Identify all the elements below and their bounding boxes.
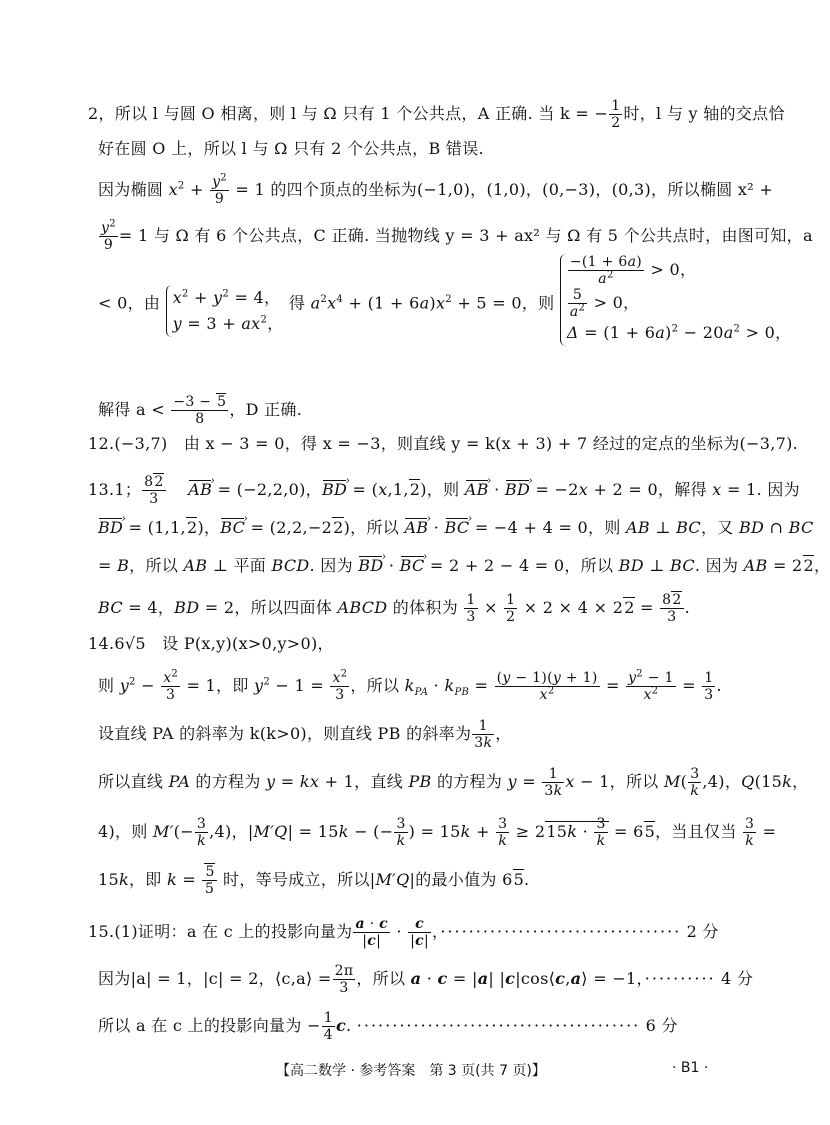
q11-line-2: 好在圆 O 上，所以 l 与 Ω 只有 2 个公共点，B 错误. bbox=[98, 139, 484, 158]
q14-line-5: 4)，则 M′(− $\frac{3}{k}$ ,4)，|M′Q| = 15k − (− $\frac{3}{k}$ ) = 15k + $\frac{3}{k}$ ≥ 215k · $\frac{3}{k}$ = 65，当且仅当 $\frac{3}{k}$ = bbox=[98, 816, 777, 849]
q11-line-3: 因为椭圆 $x^2$ + $\frac{y^2}{9}$ = 1 的四个顶点的坐标为(−1,0)，(1,0)，(0,−3)，(0,3)，所以椭圆 x² + bbox=[98, 172, 774, 207]
q15-line-2: 因为|a| = 1，|c| = 2，⟨c,a⟩ = $\frac{2\pi}{3}$ ，所以 a · c = |a| |c|cos⟨c,a⟩ = −1，·········· 4 分 bbox=[98, 963, 754, 996]
q11-line-1: 2，所以 l 与圆 O 相离，则 l 与 Ω 只有 1 个公共点，A 正确. 当 k = − $\frac{1}{2}$ 时，l 与 y 轴的交点恰 bbox=[88, 98, 785, 131]
q11-line-4: $\frac{y^2}{9}$ = 1 与 Ω 有 6 个公共点，C 正确. 当抛物线 y = 3 + ax² 与 Ω 有 5 个公共点时，由图可知，a bbox=[101, 218, 813, 253]
q15-line-1: 15.(1)证明：a 在 c 上的投影向量为 $\frac{a \cdot c}{|c|}$ · $\frac{c}{|c|}$ ，·································· 2 分 bbox=[88, 916, 719, 949]
q13-line-2: BD › = (1,1,2)，BC › = (2,2,−22)，所以 AB › · BC › = −4 + 4 = 0，则 AB ⊥ BC，又 BD ∩ BC bbox=[98, 516, 814, 540]
page-footer-title: 【高二数学 · 参考答案 第 3 页(共 7 页)】 bbox=[276, 1063, 546, 1079]
q13-line-1: 13.1； $\frac{82}{3}$ AB › = (−2,2,0)，BD › = (x,1,2)，则 AB › · BD › = −2x + 2 = 0，解得 x = 1. 因为 bbox=[88, 474, 800, 507]
q15-line-3: 所以 a 在 c 上的投影向量为 − $\frac{1}{4}$ c. ········································ 6 分 bbox=[98, 1010, 678, 1043]
q11-system-line: < 0，由 $x^2 + y^2 = 4$， $y = 3 + ax^2$， 得 $a^2x^4 + (1 + 6a)x^2 + 5 = 0$，则 $\frac{-(1 + 6a)}{a^2}$ > 0， $\frac{5}{a^2}$ > 0， $\Delta = (1 + 6a)^2 - 20a^2 > 0$， bbox=[98, 262, 791, 346]
q14-line-4: 所以直线 PA 的方程为 y = kx + 1，直线 PB 的方程为 y = $\frac{1}{3k}$ x − 1，所以 M( $\frac{3}{k}$ ,4)，Q(15k， bbox=[98, 766, 809, 799]
q11-line-6: 解得 a < $\frac{-3 - 5}{8}$ ，D 正确. bbox=[98, 394, 303, 427]
q14-line-6: 15k，即 k = $\frac{5}{5}$ 时，等号成立，所以|M′Q|的最小值为 65. bbox=[98, 864, 530, 897]
q14-line-3: 设直线 PA 的斜率为 k(k>0)，则直线 PB 的斜率为 $\frac{1}{3k}$ ， bbox=[98, 718, 512, 751]
page-footer-code: · B1 · bbox=[672, 1060, 709, 1076]
q13-line-3: = B，所以 AB ⊥ 平面 BCD. 因为 BD › · BC › = 2 + 2 − 4 = 0，所以 BD ⊥ BC. 因为 AB = 22， bbox=[98, 554, 830, 578]
q14-line-1: 14.6√5 设 P(x,y)(x>0,y>0)， bbox=[88, 634, 334, 653]
q13-line-4: BC = 4，BD = 2，所以四面体 ABCD 的体积为 $\frac{1}{3}$ × $\frac{1}{2}$ × 2 × 4 × 22 = $\frac{82}{3}$ . bbox=[98, 592, 690, 625]
q12-line: 12.(−3,7) 由 x − 3 = 0，得 x = −3，则直线 y = k(x + 3) + 7 经过的定点的坐标为(−3,7). bbox=[88, 434, 799, 453]
q14-line-2: 则 $y^2$ − $\frac{x^2}{3}$ = 1，即 $y^2 - 1$ = $\frac{x^2}{3}$ ，所以 $k_{PA} \cdot k_{PB}$ = $\frac{(y - 1)(y + 1)}{x^2}$ = $\frac{y^2 - 1}{x^2}$ = $\frac{1}{3}$ . bbox=[98, 668, 722, 703]
